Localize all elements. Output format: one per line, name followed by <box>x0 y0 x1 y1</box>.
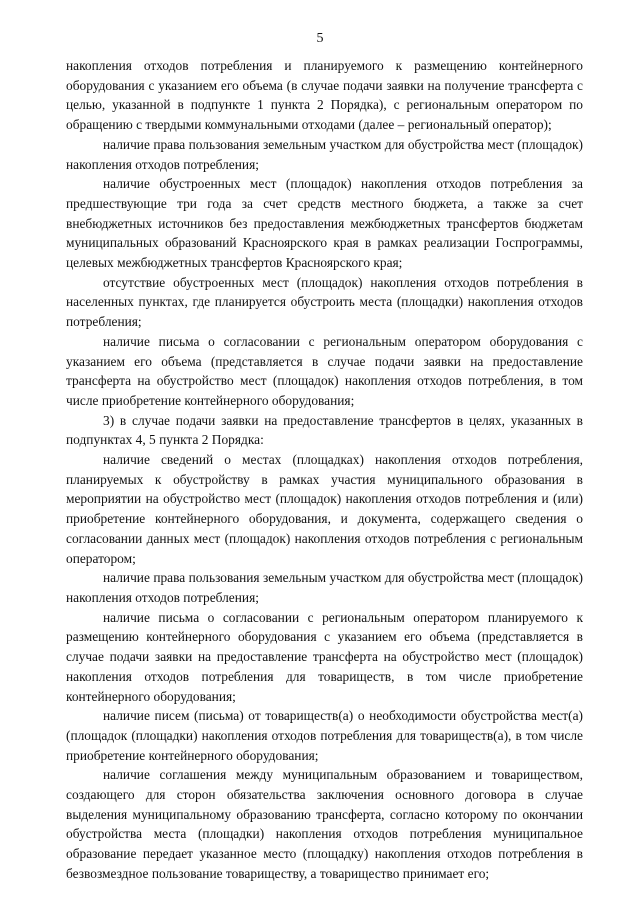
paragraph: наличие права пользования земельным участком для обустройства мест (площадок) накопления отходов потребления; <box>66 570 583 605</box>
page-number: 5 <box>316 31 324 46</box>
paragraph: наличие письма о согласовании с региональным оператором планируемого к размещению контейнерного оборудования с указанием его объема (представляется в случае подачи заявки на предоставление трансферта на обустройство мест (площадок) накопления отходов потребления для товариществ, в том числе приобретение контейнерного оборудования; <box>66 609 583 704</box>
paragraph: наличие писем (письма) от товариществ(а) о необходимости обустройства мест(а) (площадок (площадки) накопления отходов потребления для товариществ(а), в том числе приобретение контейнерного оборудования; <box>66 708 583 763</box>
paragraph-subpoint-3: 3) в случае подачи заявки на предоставление трансфертов в целях, указанных в подпунктах 4, 5 пункта 2 Порядка: <box>66 412 583 448</box>
paragraph: наличие письма о согласовании с региональным оператором оборудования с указанием его объема (представляется в случае подачи заявки на предоставление трансферта на обустройство мест (площадок) накопления отходов потребления, в том числе приобретение контейнерного оборудования; <box>66 333 583 408</box>
paragraph: наличие сведений о местах (площадках) накопления отходов потребления, планируемых к обустройству в рамках участия муниципального образования в мероприятии на обустройство мест (площадок) накопления отходов потребления и (или) приобретение контейнерного оборудования, и документа, содержащего сведения о согласовании данных мест (площадок) накопления отходов потребления с региональным оператором; <box>66 452 583 566</box>
paragraph: наличие права пользования земельным участком для обустройства мест (площадок) накопления отходов потребления; <box>66 136 583 172</box>
paragraph: наличие обустроенных мест (площадок) накопления отходов потребления за предшествующие три года за счет средств местного бюджета, а также за счет внебюджетных источников без предоставления межбюджетных трансфертов бюджетам муниципальных образований Красноярского края в рамках реализации Госпрограммы, целевых межбюджетных трансфертов Красноярского края; <box>66 176 583 271</box>
paragraph: наличие соглашения между муниципальным образованием и товариществом, создающего для сторон обязательства заключения основного договора в случае выделения муниципальному образованию трансферта, согласно которому по окончании обустройства места (площадки) накопления отходов потребления муниципальное образование передает указанное место (площадку) накопления отходов потребления в безвозмездное пользование товариществу, а товарищество принимает его; <box>66 767 583 881</box>
paragraph-continuation: накопления отходов потребления и планируемого к размещению контейнерного оборудования с указанием его объема (в случае подачи заявки на получение трансферта с целью, указанной в подпункте 1 пункта 2 Порядка), с региональным оператором по обращению с твердыми коммунальными отходами (далее – региональный оператор); <box>66 58 583 133</box>
paragraph: отсутствие обустроенных мест (площадок) накопления отходов потребления в населенных пунктах, где планируется обустроить места (площадки) накопления отходов потребления; <box>66 274 583 330</box>
document-body <box>66 56 583 884</box>
